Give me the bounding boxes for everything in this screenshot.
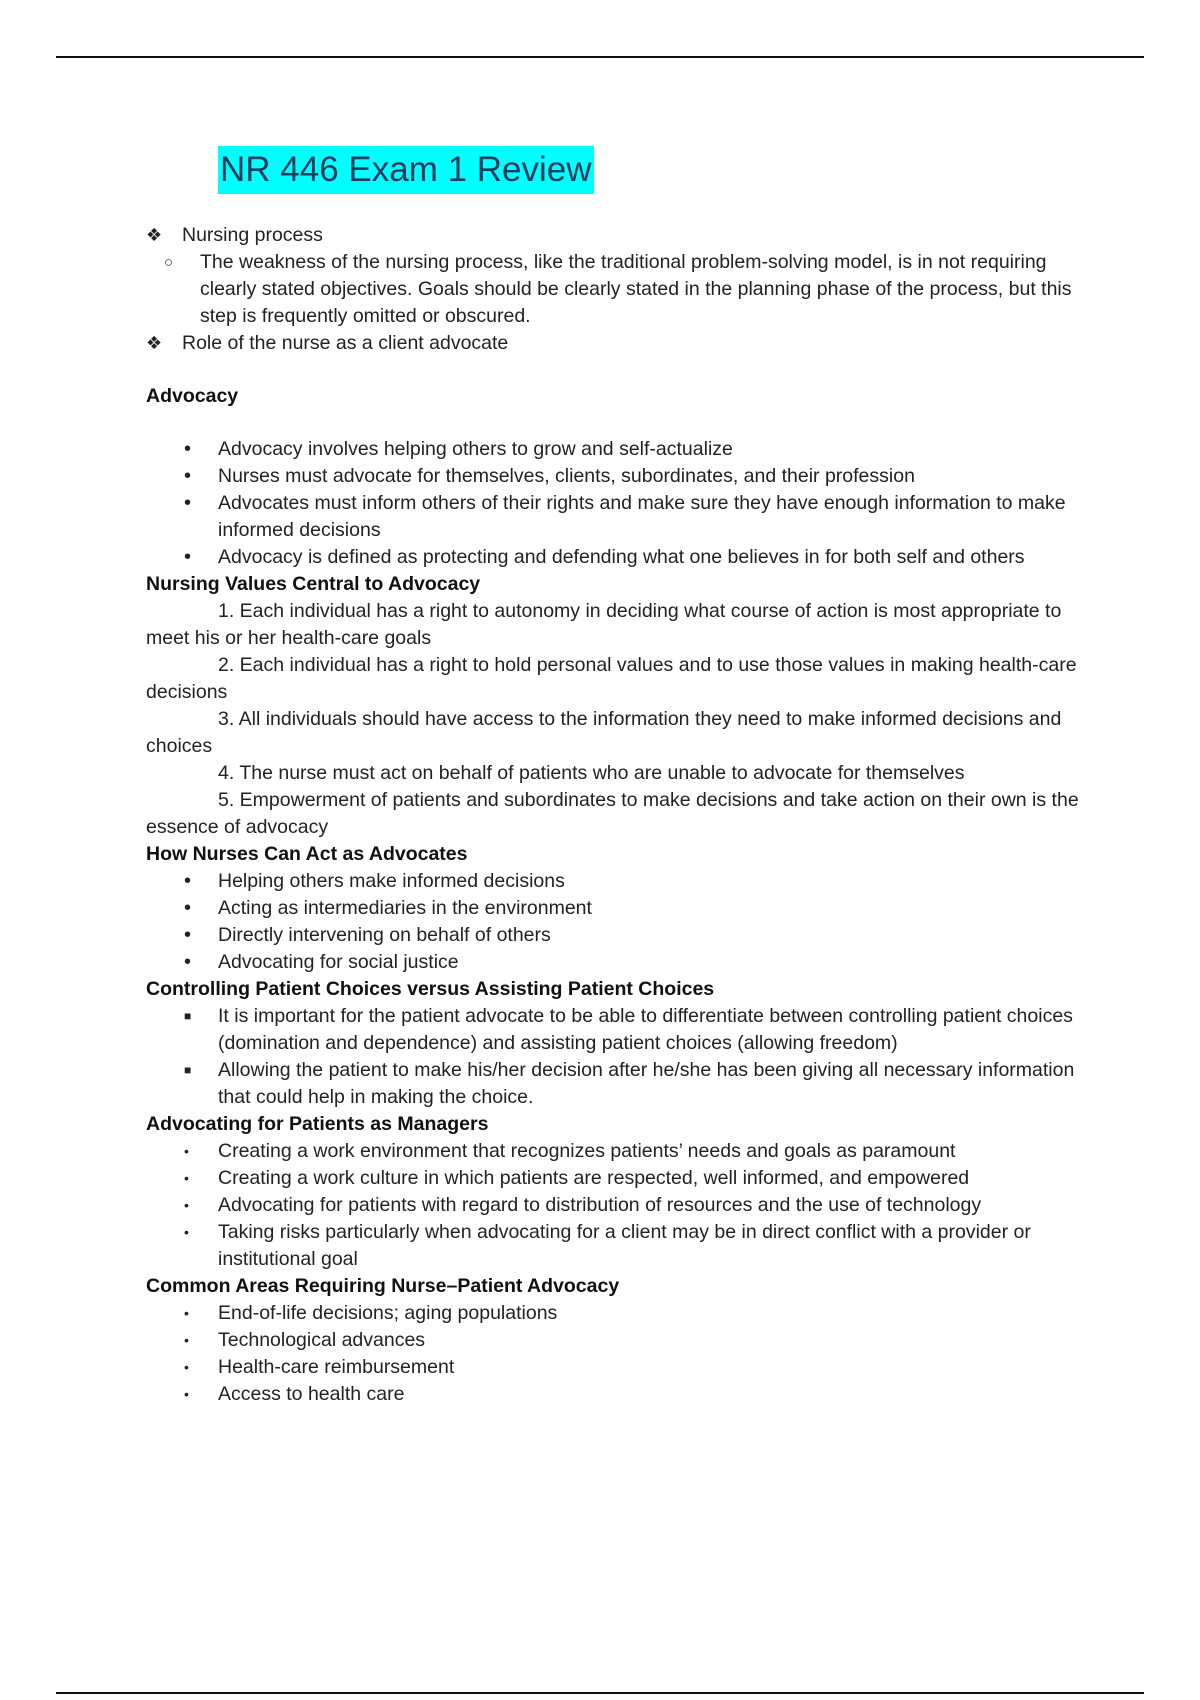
list-item: • Taking risks particularly when advocating for a client may be in direct conflict with a provider or institutional goal (184, 1221, 1031, 1270)
bullet-icon: • (184, 897, 192, 919)
list-item: 3. All individuals should have access to the information they need to make informed decisions and choices (146, 708, 1062, 757)
list-item: • Advocates must inform others of their rights and make sure they have enough information to make informed decisions (184, 492, 1066, 541)
list-item: • Advocacy involves helping others to grow and self-actualize (146, 436, 1096, 463)
top-rule (56, 56, 1144, 58)
section-heading-common: Common Areas Requiring Nurse–Patient Advocacy (146, 1275, 620, 1297)
document-title: NR 446 Exam 1 Review (218, 146, 594, 194)
section-heading-controlling: Controlling Patient Choices versus Assisting Patient Choices (146, 978, 715, 1000)
bullet-icon: • (184, 1386, 189, 1402)
list-item: • Creating a work environment that recognizes patients’ needs and goals as paramount (146, 1138, 1096, 1165)
managers-list (146, 1138, 1096, 1273)
square-bullet-icon: ■ (184, 1009, 192, 1023)
bullet-icon: • (184, 924, 192, 946)
bullet-icon: • (184, 1305, 189, 1321)
circle-bullet-icon: ○ (164, 254, 174, 271)
document-body (146, 222, 1096, 1408)
outline-text: Nursing process (182, 224, 323, 246)
list-item: • Helping others make informed decisions (146, 868, 1096, 895)
how-list (146, 868, 1096, 976)
bullet-icon: • (184, 1332, 189, 1348)
bullet-icon: • (184, 870, 192, 892)
bullet-icon: • (184, 1359, 189, 1375)
list-item: • Advocacy is defined as protecting and defending what one believes in for both self and others (146, 544, 1096, 571)
common-list (146, 1300, 1096, 1408)
list-item: • End-of-life decisions; aging populations (146, 1300, 1096, 1327)
list-item: ■ Allowing the patient to make his/her decision after he/she has been giving all necessary information that could help in making the choice. (184, 1059, 1075, 1108)
list-item: 5. Empowerment of patients and subordinates to make decisions and take action on their own is the essence of advocacy (146, 789, 1079, 838)
list-item: 1. Each individual has a right to autonomy in deciding what course of action is most appropriate to meet his or her health-care goals (146, 600, 1062, 649)
section-heading-managers: Advocating for Patients as Managers (146, 1113, 489, 1135)
list-item: • Advocating for social justice (146, 949, 1096, 976)
bullet-icon: • (184, 1170, 189, 1186)
values-list (146, 598, 1096, 841)
bullet-icon: • (184, 951, 192, 973)
section-heading-advocacy: Advocacy (146, 385, 239, 407)
advocacy-list (146, 436, 1096, 571)
list-item: • Technological advances (146, 1327, 1096, 1354)
section-heading-values: Nursing Values Central to Advocacy (146, 573, 481, 595)
bullet-icon: • (184, 546, 192, 568)
outline-item-nursing-process (146, 222, 1096, 249)
list-item: 2. Each individual has a right to hold personal values and to use those values in making health-care decisions (146, 654, 1077, 703)
bullet-icon: • (184, 1143, 189, 1159)
list-item: • Health-care reimbursement (146, 1354, 1096, 1381)
list-item: ■ It is important for the patient advocate to be able to differentiate between controlling patient choices (domination and dependence) and assisting patient choices (allowing freedom) (184, 1005, 1073, 1054)
outline-item-client-advocate (146, 330, 1096, 357)
list-item: • Acting as intermediaries in the environment (146, 895, 1096, 922)
outline-subitem (146, 249, 1096, 330)
bullet-icon: • (184, 438, 192, 460)
diamond-bullet-icon: ❖ (146, 333, 163, 353)
bullet-icon: • (184, 492, 192, 514)
section-heading-how: How Nurses Can Act as Advocates (146, 843, 468, 865)
list-item: • Nurses must advocate for themselves, clients, subordinates, and their profession (146, 463, 1096, 490)
list-item: 4. The nurse must act on behalf of patients who are unable to advocate for themselves (218, 762, 965, 784)
bullet-icon: • (184, 465, 192, 487)
list-item: • Creating a work culture in which patients are respected, well informed, and empowered (146, 1165, 1096, 1192)
outline-subtext: The weakness of the nursing process, like the traditional problem-solving model, is in not requiring clearly stated objectives. Goals should be clearly stated in the planning phase of the process, but this step is frequently omitted or obscured. (200, 251, 1072, 327)
square-bullet-icon: ■ (184, 1063, 192, 1077)
list-item: • Advocating for patients with regard to distribution of resources and the use of technology (146, 1192, 1096, 1219)
bullet-icon: • (184, 1224, 189, 1240)
list-item: • Directly intervening on behalf of others (146, 922, 1096, 949)
diamond-bullet-icon: ❖ (146, 225, 163, 245)
bottom-rule (56, 1692, 1144, 1694)
bullet-icon: • (184, 1197, 189, 1213)
outline-text: Role of the nurse as a client advocate (182, 332, 509, 354)
list-item: • Access to health care (146, 1381, 1096, 1408)
controlling-list (146, 1003, 1096, 1111)
